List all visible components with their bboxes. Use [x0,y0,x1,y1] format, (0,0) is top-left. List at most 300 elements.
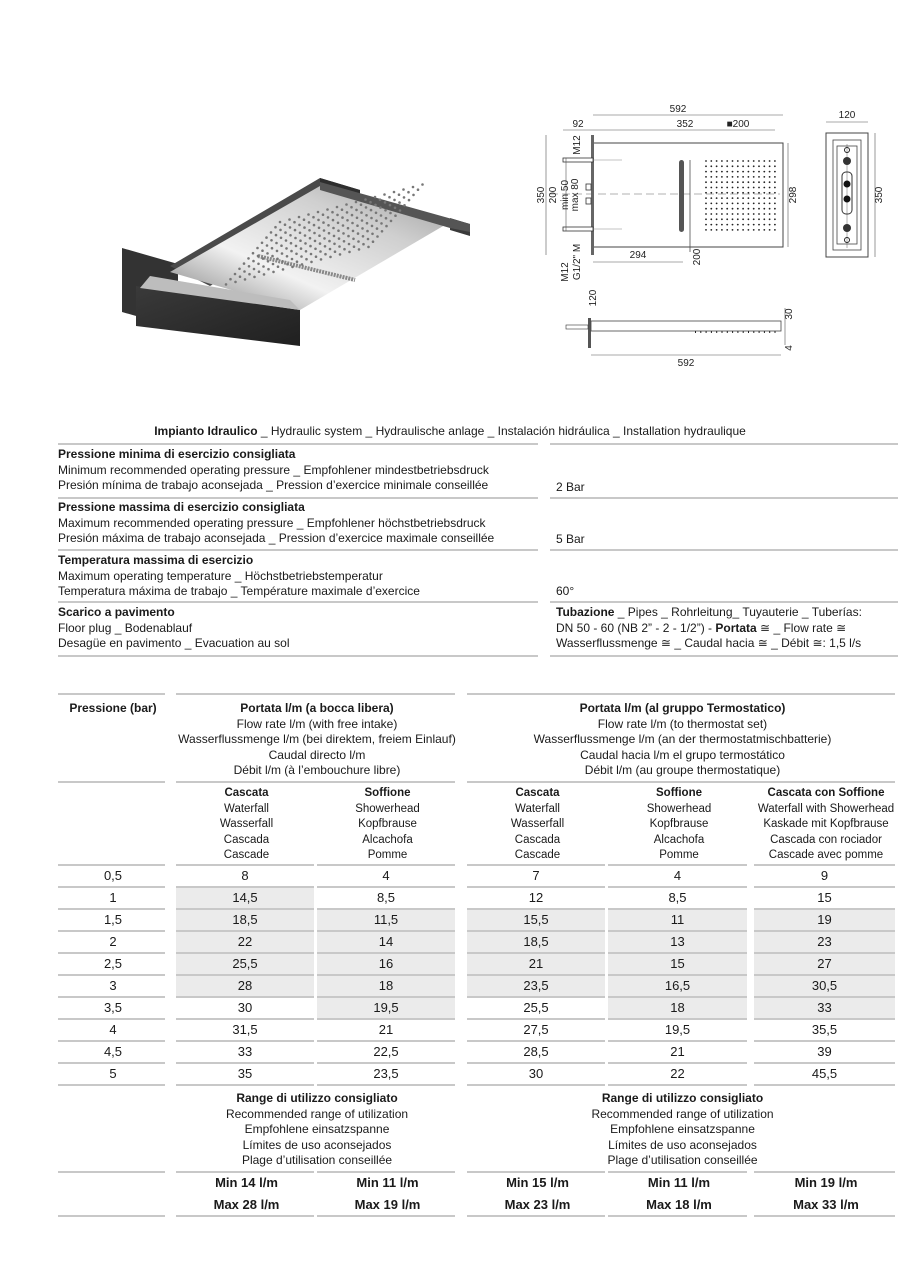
render-nozzle [313,224,316,227]
render-nozzle [299,232,302,235]
column-subtitle: Waterfall with Showerhead [757,802,895,815]
render-nozzle [317,219,320,222]
render-nozzle [333,235,336,238]
render-nozzle [357,232,360,235]
divider [608,1171,747,1173]
render-nozzle [407,191,410,194]
nozzle-dot [742,213,744,215]
nozzle-dot [721,176,723,178]
nozzle-dot [763,171,765,173]
nozzle-dot [732,224,734,226]
nozzle-dot [726,218,728,220]
nozzle-dot [774,187,776,189]
divider [467,1171,605,1173]
render-nozzle [412,194,415,197]
column-title: Cascata con Soffione [767,787,885,799]
column-subtitle: Showerhead [355,802,420,815]
nozzle-dot [763,197,765,199]
pressure-value: 2,5 [103,956,123,971]
render-nozzle [331,211,334,214]
nozzle-dot [710,203,712,205]
nozzle-dot [732,229,734,231]
flow-value: 18,5 [176,910,314,930]
render-nozzle [276,258,279,261]
render-nozzle [304,242,307,245]
nozzle-dot [737,208,739,210]
nozzle-dot [748,197,750,199]
divider [58,1171,165,1173]
nozzle-dot [737,187,739,189]
nozzle-dot [753,187,755,189]
pressure-value: 1 [109,890,117,905]
divider [176,1084,314,1086]
render-nozzle [293,221,296,224]
nozzle-dot [769,229,771,231]
render-nozzle [374,204,377,207]
flow-value: 22 [176,932,314,952]
nozzle-dot [710,213,712,215]
nozzle-dot [710,165,712,167]
pressure-header: Pressione (bar) [69,701,157,715]
render-nozzle [347,235,350,238]
render-nozzle [343,240,346,243]
nozzle-dot [753,208,755,210]
render-nozzle [317,211,320,214]
nozzle-dot [753,218,755,220]
nozzle-dot [726,165,728,167]
nozzle-dot [748,171,750,173]
render-nozzle [299,239,302,242]
nozzle-dot [737,176,739,178]
flow-value: 23 [754,932,895,952]
flow-value: 15 [817,890,832,905]
render-nozzle [351,214,354,217]
divider [754,1084,895,1086]
flow-value: 33 [237,1044,253,1059]
render-nozzle [361,227,364,230]
flow-value: 9 [820,868,829,883]
nozzle-dot [737,181,739,183]
technical-drawing [530,100,900,370]
header-free-intake [176,701,458,779]
nozzle-dot [753,192,755,194]
render-nozzle [285,247,288,250]
flow-value: 23,5 [373,1066,399,1081]
nozzle-dot [774,197,776,199]
spec-floor-plug: Scarico a pavimento Floor plug _ Bodenablauf Desagüe en pavimento _ Evacuation au sol [58,605,290,650]
flow-value: 21 [670,1044,685,1059]
range-max: Max 18 l/m [646,1197,712,1212]
render-nozzle [332,219,335,222]
nozzle-dot [737,192,739,194]
render-nozzle [290,250,293,253]
flow-value: 25,5 [523,1000,549,1015]
column-subtitle: Pomme [367,849,408,861]
render-nozzle [277,265,280,268]
render-nozzle [322,221,325,224]
nozzle-dot [726,208,728,210]
nozzle-dot [763,213,765,215]
nozzle-dot [774,160,776,162]
range-subtitle: Plage d’utilisation conseillée [607,1153,758,1167]
render-nozzle [324,245,327,248]
render-nozzle [353,245,356,248]
render-nozzle [324,253,327,256]
nozzle-dot [716,213,718,215]
nozzle-dot [732,181,734,183]
nozzle-dot [758,197,760,199]
flow-value: 45,5 [811,1066,838,1081]
recommended-range-header [467,1091,898,1169]
nozzle-dot [769,208,771,210]
render-nozzle [375,212,378,215]
nozzle-dot [769,197,771,199]
nozzle-dot [748,187,750,189]
flow-value: 35 [237,1066,253,1081]
nozzle-dot [758,176,760,178]
range-subtitle: Recommended range of utilization [591,1106,774,1121]
nozzle-dot [732,176,734,178]
nozzle-dot [769,203,771,205]
nozzle-dot [769,218,771,220]
nozzle-dot [716,208,718,210]
nozzle-dot [721,192,723,194]
profile-nozzle [700,331,701,333]
dim-inlet: G1/2" M [572,243,583,281]
render-nozzle [282,268,285,271]
render-nozzle [366,222,369,225]
profile-dim-4: 4 [784,345,795,351]
render-nozzle [300,255,303,258]
divider [176,1215,314,1217]
nozzle-dot [732,165,734,167]
profile-nozzle [743,331,744,333]
render-nozzle [381,230,384,233]
column-subtitle: Kopfbrause [649,818,709,830]
nozzle-dot [721,160,723,162]
pressure-value: 4 [109,1022,117,1037]
render-nozzle [323,229,326,232]
profile-dim-120: 120 [588,289,599,307]
render-nozzle [280,244,283,247]
render-nozzle [256,247,259,250]
render-nozzle [352,230,355,233]
render-nozzle [376,227,379,230]
column-title: Soffione [656,787,702,799]
nozzle-dot [758,208,760,210]
nozzle-dot [710,171,712,173]
column-title: Cascata [515,787,560,799]
render-nozzle [305,258,308,261]
nozzle-dot [705,197,707,199]
nozzle-dot [769,213,771,215]
render-nozzle [320,258,323,261]
range-subtitle: Recommended range of utilization [225,1106,409,1121]
spec-min-pressure: Pressione minima di esercizio consigliata Minimum recommended operating pressure _ Empfohlener mindestbetriebsdruck Presión mínima de trabajo aconsejada _ Pression d’exercice minimale conseillée [58,447,489,492]
render-nozzle [310,253,313,256]
dim-max-80: max 80 [570,178,581,212]
nozzle-dot [758,229,760,231]
column-subtitle: Cascade [514,849,561,861]
dim-92: 92 [572,119,584,130]
range-min: Min 15 l/m [506,1175,569,1190]
dim-200-square: ■200 [726,119,750,130]
flow-value: 11,5 [317,910,455,930]
render-nozzle [417,188,420,191]
nozzle-dot [742,160,744,162]
nozzle-dot [774,218,776,220]
flow-value: 11 [608,910,747,930]
render-nozzle [355,209,358,212]
render-nozzle [327,216,330,219]
nozzle-dot [748,229,750,231]
column-header [467,786,608,864]
nozzle-dot [705,218,707,220]
nozzle-dot [716,197,718,199]
nozzle-dot [732,171,734,173]
nozzle-dot [742,203,744,205]
render-nozzle [275,234,278,237]
nozzle-dot [737,213,739,215]
nozzle-dot [732,213,734,215]
flow-value: 18,5 [467,932,605,952]
spec-pipes: Tubazione _ Pipes _ Rohrleitung_ Tuyauterie _ Tuberías: DN 50 - 60 (NB 2” - 2 - 1/2”) - Portata ≅ _ Flow rate ≅ Wasserflussmenge ≅ _ Caudal hacia ≅ _ Débit ≅: 1,5 l/s [556,605,862,650]
profile-nozzle [759,331,760,333]
render-nozzle [257,263,260,266]
nozzle-dot [753,176,755,178]
render-nozzle [332,227,335,230]
spec-max-temperature-value: 60° [556,584,575,598]
column-subtitle: Waterfall [224,802,269,815]
flow-value: 18 [608,998,747,1018]
render-nozzle [375,219,378,222]
flow-value: 16 [317,954,455,974]
render-nozzle [367,238,370,241]
render-nozzle [370,217,373,220]
render-nozzle [296,260,299,263]
flow-value: 25,5 [176,954,314,974]
nozzle-dot [742,187,744,189]
flow-value: 12 [528,890,544,905]
render-nozzle [365,214,368,217]
render-nozzle [337,229,340,232]
render-nozzle [360,203,363,206]
render-nozzle [238,268,241,271]
render-nozzle [333,243,336,246]
render-nozzle [379,198,382,201]
render-nozzle [308,229,311,232]
profile-nozzle [737,331,738,333]
range-subtitle: Empfohlene einsatzspanne [610,1122,755,1136]
nozzle-dot [774,165,776,167]
flow-value: 31,5 [232,1022,258,1037]
divider [176,1171,314,1173]
nozzle-dot [763,160,765,162]
nozzle-dot [721,203,723,205]
render-nozzle [298,224,301,227]
nozzle-dot [763,192,765,194]
render-nozzle [285,239,288,242]
nozzle-dot [742,181,744,183]
profile-nozzle [764,331,765,333]
render-nozzle [361,219,364,222]
render-nozzle [342,224,345,227]
nozzle-dot [716,171,718,173]
nozzle-dot [742,208,744,210]
nozzle-dot [769,165,771,167]
render-nozzle [374,196,377,199]
render-nozzle [393,191,396,194]
dim-592: 592 [669,104,687,115]
nozzle-dot [732,192,734,194]
divider [58,693,165,695]
render-nozzle [272,263,275,266]
nozzle-dot [705,165,707,167]
divider [608,1215,747,1217]
dim-m12-bottom: M12 [560,262,571,282]
render-nozzle [372,240,375,243]
nozzle-dot [726,181,728,183]
nozzle-dot [742,171,744,173]
render-nozzle [257,255,260,258]
nozzle-dot [748,160,750,162]
render-nozzle [385,217,388,220]
render-nozzle [270,239,273,242]
nozzle-dot [774,203,776,205]
nozzle-dot [726,197,728,199]
render-nozzle [272,271,275,274]
nozzle-dot [769,181,771,183]
nozzle-dot [758,203,760,205]
header-thermostatic [467,701,898,779]
render-nozzle [379,206,382,209]
render-nozzle [343,248,346,251]
render-nozzle [280,237,283,240]
nozzle-dot [726,203,728,205]
nozzle-dot [753,213,755,215]
profile-nozzle [748,331,749,333]
render-nozzle [308,221,311,224]
render-nozzle [281,252,284,255]
side-dim-350: 350 [874,186,885,204]
flow-value: 15 [608,954,747,974]
nozzle-dot [753,229,755,231]
group-subtitle: Flow rate l/m (to thermostat set) [597,716,768,731]
nozzle-dot [726,224,728,226]
nozzle-dot [721,208,723,210]
render-nozzle [266,244,269,247]
nozzle-dot [721,229,723,231]
render-nozzle [393,199,396,202]
render-nozzle [328,232,331,235]
column-header [608,786,750,864]
nozzle-dot [710,229,712,231]
nozzle-dot [758,181,760,183]
pressure-value: 0,5 [103,868,123,883]
render-nozzle [336,206,339,209]
range-title: Range di utilizzo consigliato [236,1091,398,1105]
column-subtitle: Alcachofa [653,833,705,846]
nozzle-dot [716,224,718,226]
render-nozzle [339,253,342,256]
nozzle-dot [763,176,765,178]
nozzle-dot [763,224,765,226]
nozzle-dot [769,192,771,194]
nozzle-dot [710,218,712,220]
render-nozzle [309,237,312,240]
render-nozzle [380,214,383,217]
range-subtitle: Empfohlene einsatzspanne [244,1122,390,1136]
render-nozzle [341,216,344,219]
range-title: Range di utilizzo consigliato [601,1091,764,1105]
nozzle-dot [716,160,718,162]
profile-nozzle [722,331,723,333]
nozzle-dot [705,213,707,215]
nozzle-dot [774,192,776,194]
render-nozzle [394,214,397,217]
render-nozzle [243,262,246,265]
column-subtitle: Cascade [223,849,270,861]
nozzle-dot [737,218,739,220]
nozzle-dot [710,197,712,199]
divider [467,781,895,783]
column-subtitle: Wasserfall [219,818,274,830]
nozzle-dot [737,203,739,205]
nozzle-dot [742,218,744,220]
pressure-value: 3,5 [103,1000,123,1015]
render-nozzle [243,270,246,273]
dim-m12-top: M12 [572,135,583,155]
nozzle-dot [721,213,723,215]
divider [58,781,165,783]
profile-nozzle [716,331,717,333]
nozzle-dot [758,187,760,189]
nozzle-dot [716,187,718,189]
nozzle-dot [763,187,765,189]
render-nozzle [290,242,293,245]
nozzle-dot [753,203,755,205]
nozzle-dot [774,229,776,231]
nozzle-dot [748,213,750,215]
render-nozzle [318,234,321,237]
flow-value: 33 [754,998,895,1018]
render-nozzle [342,232,345,235]
nozzle-dot [710,187,712,189]
render-nozzle [389,204,392,207]
column-header [754,786,898,864]
render-nozzle [351,222,354,225]
group-subtitle: Débit l/m (à l’embouchure libre) [233,763,401,777]
nozzle-dot [737,160,739,162]
render-nozzle [350,206,353,209]
nozzle-dot [774,181,776,183]
render-nozzle [327,224,330,227]
render-nozzle [289,226,292,229]
profile-nozzle [695,331,696,333]
nozzle-dot [748,181,750,183]
nozzle-dot [769,224,771,226]
profile-nozzle [775,331,776,333]
nozzle-dot [710,192,712,194]
divider [58,1215,165,1217]
flow-value: 8,5 [376,890,396,905]
render-nozzle [370,209,373,212]
nozzle-dot [716,176,718,178]
nozzle-dot [705,192,707,194]
render-nozzle [262,265,265,268]
flow-value: 13 [608,932,747,952]
render-nozzle [394,207,397,210]
